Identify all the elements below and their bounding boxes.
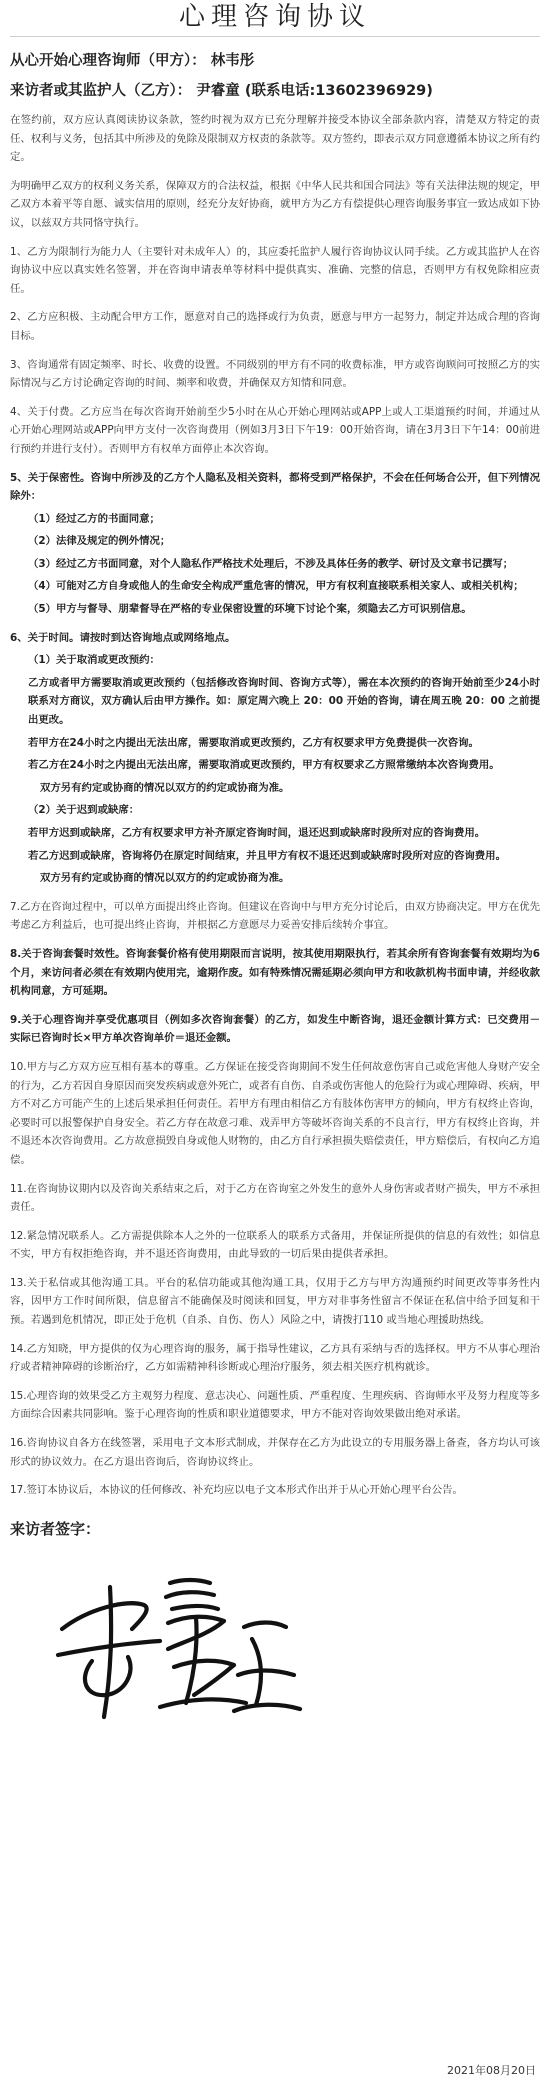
clause-5-item: （5）甲方与督导、朋辈督导在严格的专业保密设置的环境下讨论个案，须隐去乙方可识别信息。 [28, 603, 472, 616]
handwritten-signature [48, 1557, 308, 1732]
clause-5-heading: 5、关于保密性。咨询中所涉及的乙方个人隐私及相关资料，都将受到严格保护，不会在任何场合公开，但下列情况除外： [10, 471, 540, 503]
party-b-line: 来访者或其监护人（乙方）： 尹睿童 (联系电话:13602396929) [10, 83, 433, 99]
clause-6-cancel-party-a: 若甲方在24小时之内提出无法出席，需要取消或更改预约，乙方有权要求甲方免费提供一次咨询。 [28, 736, 479, 749]
clause-8: 8.关于咨询套餐时效性。咨询套餐价格有使用期限而言说明，按其使用期限执行，若其余所有咨询套餐有效期均为6个月，来访问者必须在有效期内使用完，逾期作废。如有特殊情况需延期必须向甲方和收款机构书面申请，并经收款机构同意，方可延期。 [10, 947, 540, 998]
page-title: 心理咨询协议 [178, 2, 371, 32]
clause-2: 2、乙方应积极、主动配合甲方工作，愿意对自己的选择或行为负责，愿意与甲方一起努力，制定并达成合理的咨询目标。 [10, 311, 540, 342]
clause-5-item: （4）可能对乙方自身或他人的生命安全构成严重危害的情况，甲方有权利直接联系相关家人、或相关机构； [28, 580, 524, 593]
title-divider [10, 36, 540, 37]
clause-6-subheading-cancel: （1）关于取消或更改预约： [28, 654, 160, 667]
intro-paragraph-2: 为明确甲乙双方的权利义务关系，保障双方的合法权益，根据《中华人民共和国合同法》等有关法律法规的规定，甲乙双方本着平等自愿、诚实信用的原则，经充分友好协商，就甲方为乙方有偿提供心理咨询服务事宜一致达成如下协议，以兹双方共同恪守执行。 [10, 179, 540, 229]
clause-6-cancel-party-b: 若乙方在24小时之内提出无法出席，需要取消或更改预约，甲方有权要求乙方照常缴纳本次咨询费用。 [28, 759, 500, 772]
clause-3: 3、咨询通常有固定频率、时长、收费的设置。不同级别的甲方有不同的收费标准，甲方或咨询顾问可按照乙方的实际情况与乙方讨论确定咨询的时间、频率和收费，并确保双方知情和同意。 [10, 358, 540, 390]
clause-5-item: （1）经过乙方的书面同意； [28, 512, 160, 525]
clause-16: 16.咨询协议自各方在线签署，采用电子文本形式制成，并保存在乙方为此设立的专用服务器上备查，各方均认可该形式的协议效力。在乙方退出咨询后，咨询协议终止。 [10, 1437, 540, 1468]
signature-date: 2021年08月20日 [447, 2064, 536, 2077]
clause-5-item: （3）经过乙方书面同意，对个人隐私作严格技术处理后，不涉及具体任务的教学、研讨及文章书记撰写； [28, 557, 514, 570]
clause-6-heading: 6、关于时间。请按时到达咨询地点或网络地点。 [10, 631, 236, 644]
clause-6-cancel-note: 双方另有约定或协商的情况以双方的约定或协商为准。 [40, 781, 290, 794]
clause-13: 13.关于私信或其他沟通工具。平台的私信功能或其他沟通工具，仅用于乙方与甲方沟通预约时间更改等事务性内容，因甲方工作时间所限，信息留言不能确保及时阅读和回复，甲方对非事务性留言不保证在私信中给予回复和干预。若遇到危机情况，即正处于危机（自杀、自伤、伤人）风险之中，请拨打110 或当地心理援助热线。 [10, 1276, 540, 1327]
clause-7: 7.乙方在咨询过程中，可以单方面提出终止咨询。但建议在咨询中与甲方充分讨论后，由双方协商决定。甲方在优先考虑乙方利益后，也可提出终止咨询，并根据乙方意愿尽力妥善安排后续转介事宜。 [10, 900, 540, 932]
clause-6-cancel-rule: 乙方或者甲方需要取消或更改预约（包括修改咨询时间、咨询方式等），需在本次预约的咨询开始前至少24小时联系对方商议，双方确认后由甲方操作。如：原定周六晚上 20：00 开始的咨询，请在周五晚 20：00 之前提出更改。 [28, 676, 540, 727]
clause-15: 15.心理咨询的效果受乙方主观努力程度、意志决心、问题性质、严重程度、生理疾病、咨询师水平及努力程度等多方面综合因素共同影响。鉴于心理咨询的性质和职业道德要求，甲方不能对咨询效果做出绝对承诺。 [10, 1389, 540, 1421]
clause-17: 17.签订本协议后，本协议的任何修改、补充均应以电子文本形式作出并于从心开始心理平台公告。 [10, 1484, 463, 1497]
clause-10: 10.甲方与乙方双方应互相有基本的尊重。乙方保证在接受咨询期间不发生任何故意伤害自己或危害他人身财产安全的行为，乙方若因自身原因而突发疾病或意外死亡，或者有自伤、自杀或伤害他人的危险行为或心理障碍、疾病，甲方不对乙方可能产生的上述后果承担任何责任。若甲方有理由相信乙方有肢体伤害甲方的倾向，甲方有权终止咨询，必要时可以报警保护自身安全。若乙方存在故意刁难、戏弄甲方等破坏咨询关系的不良言行，甲方有权终止咨询，并不退还本次咨询费用。乙方故意损毁自身或他人财物的，由乙方自行承担损失赔偿责任，甲方赔偿后，有权向乙方追偿。 [10, 1060, 540, 1166]
intro-paragraph-1: 在签约前，双方应认真阅读协议条款，签约时视为双方已充分理解并接受本协议全部条款内容，清楚双方特定的责任、权利与义务，包括其中所涉及的免除及限制双方权责的条款等。双方签约，即表示双方同意遵循本协议之所有约定。 [10, 114, 540, 164]
clause-12: 12.紧急情况联系人。乙方需提供除本人之外的一位联系人的联系方式备用，并保证所提供的信息的有效性；如信息不实，甲方有权拒绝咨询，并不退还咨询费用，由此导致的一切后果由提供者承担。 [10, 1229, 540, 1261]
clause-11: 11.在咨询协议期内以及咨询关系结束之后，对于乙方在咨询室之外发生的意外人身伤害或者财产损失，甲方不承担责任。 [10, 1182, 540, 1214]
clause-5-item: （2）法律及规定的例外情况； [28, 535, 171, 548]
party-a-line: 从心开始心理咨询师（甲方）： 林韦彤 [10, 53, 255, 69]
clause-6-subheading-late: （2）关于迟到或缺席： [28, 804, 140, 817]
visitor-signature-label: 来访者签字： [10, 1519, 101, 1538]
clause-14: 14.乙方知晓，甲方提供的仅为心理咨询的服务，属于指导性建议，乙方具有采纳与否的选择权。甲方不从事心理治疗或者精神障碍的诊断治疗，乙方如需精神科诊断或心理治疗服务，须去相关医疗机构就诊。 [10, 1342, 540, 1374]
clause-9: 9.关于心理咨询并享受优惠项目（例如多次咨询套餐）的乙方，如发生中断咨询，退还金额计算方式：已交费用－实际已咨询时长×甲方单次咨询单价＝退还金额。 [10, 1013, 540, 1045]
clause-6-late-note: 双方另有约定或协商的情况以双方的约定或协商为准。 [40, 872, 290, 885]
clause-6-late-party-b: 若乙方迟到或缺席，咨询将仍在原定时间结束，并且甲方有权不退还迟到或缺席时段所对应的咨询费用。 [28, 849, 506, 862]
clause-4: 4、关于付费。乙方应当在每次咨询开始前至少5小时在从心开始心理网站或APP上或人工渠道预约时间，并通过从心开始心理网站或APP向甲方支付一次咨询费用（例如3月3日下午19：00开始咨询，请在3月3日下午14：00前进行预约并进行支付）。否则甲方有权单方面停止本次咨询。 [10, 405, 540, 455]
clause-6-late-party-a: 若甲方迟到或缺席，乙方有权要求甲方补齐原定咨询时间，退还迟到或缺席时段所对应的咨询费用。 [28, 827, 486, 839]
clause-1: 1、乙方为限制行为能力人（主要针对未成年人）的，其应委托监护人履行咨询协议认同手续。乙方或其监护人在咨询协议中应以真实姓名签署，并在咨询申请表单等材料中提供真实、准确、完整的信息，否则甲方有权免除相应责任。 [10, 245, 540, 295]
